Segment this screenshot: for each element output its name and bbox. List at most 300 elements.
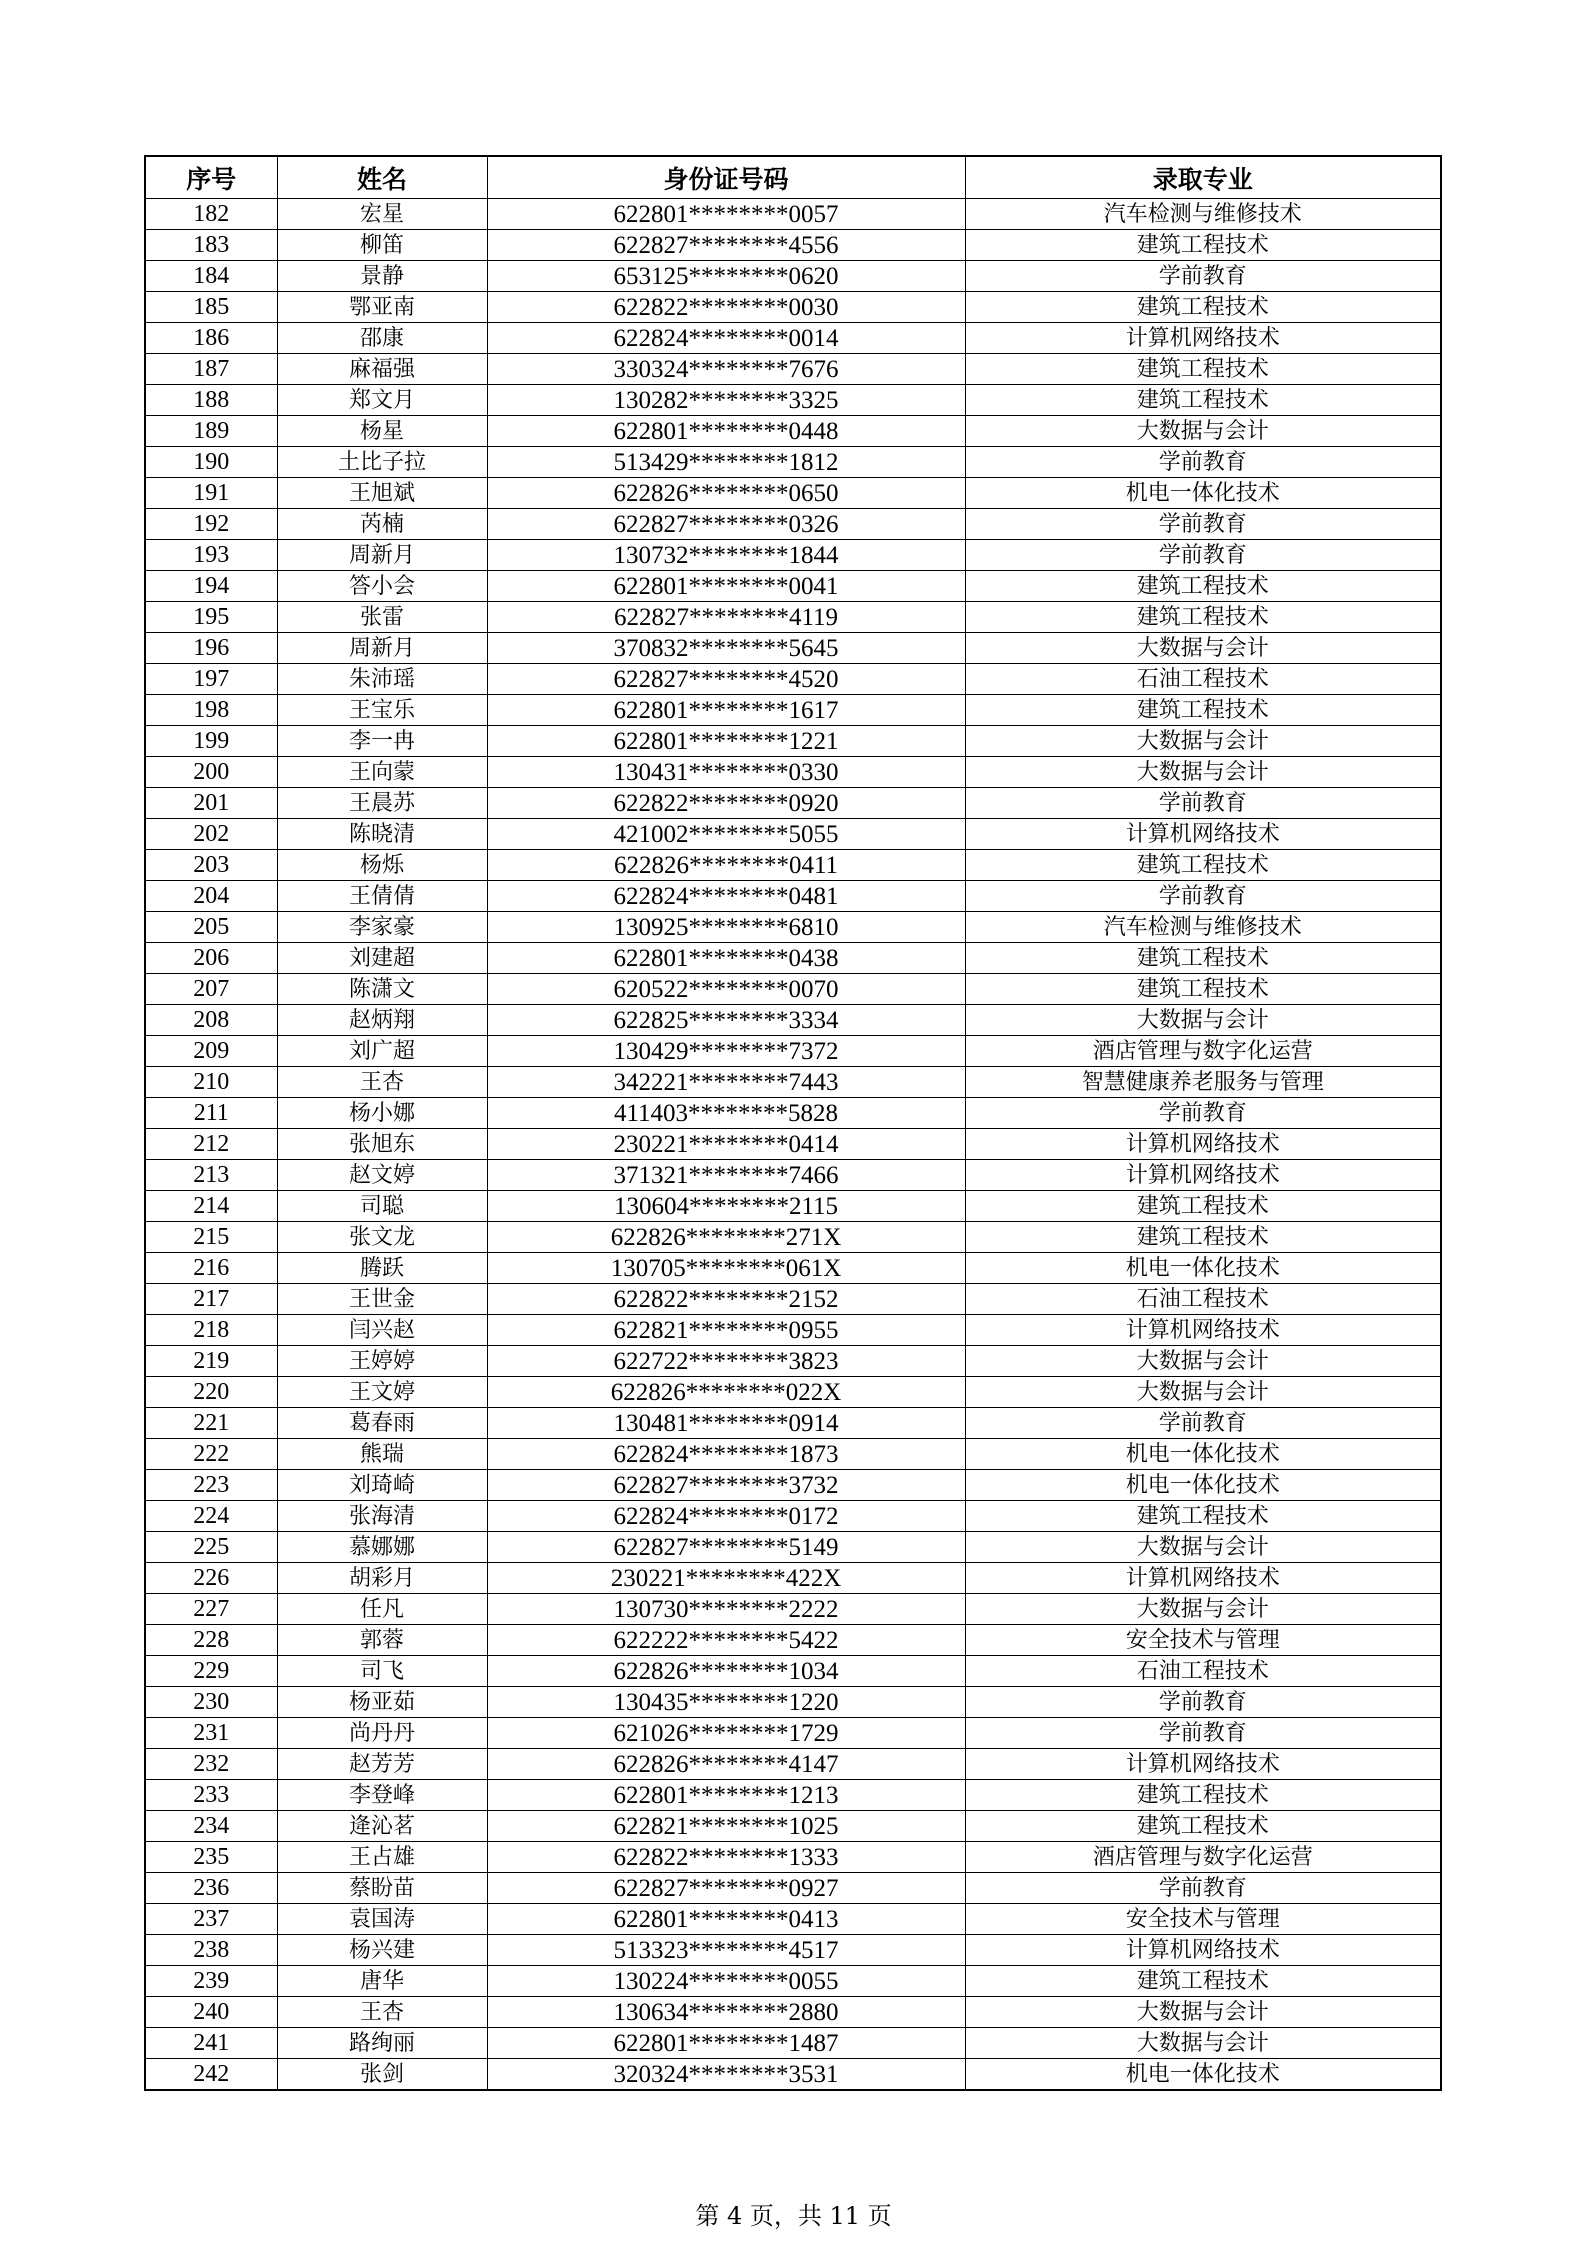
header-name: 姓名 <box>277 156 487 199</box>
cell-seq: 215 <box>145 1222 277 1253</box>
table-row <box>145 1935 1441 1966</box>
cell-seq: 190 <box>145 447 277 478</box>
cell-seq: 191 <box>145 478 277 509</box>
cell-seq: 233 <box>145 1780 277 1811</box>
cell-id-number: 130604********2115 <box>487 1191 965 1222</box>
cell-id-number: 371321********7466 <box>487 1160 965 1191</box>
cell-seq: 223 <box>145 1470 277 1501</box>
cell-major: 大数据与会计 <box>965 633 1441 664</box>
cell-id-number: 621026********1729 <box>487 1718 965 1749</box>
cell-seq: 219 <box>145 1346 277 1377</box>
cell-name: 唐华 <box>277 1966 487 1997</box>
cell-name: 麻福强 <box>277 354 487 385</box>
cell-seq: 187 <box>145 354 277 385</box>
cell-id-number: 622822********2152 <box>487 1284 965 1315</box>
cell-seq: 230 <box>145 1687 277 1718</box>
table-row <box>145 850 1441 881</box>
cell-name: 司飞 <box>277 1656 487 1687</box>
cell-seq: 227 <box>145 1594 277 1625</box>
cell-major: 建筑工程技术 <box>965 974 1441 1005</box>
admission-table <box>144 155 1442 2091</box>
cell-name: 杨烁 <box>277 850 487 881</box>
cell-major: 建筑工程技术 <box>965 602 1441 633</box>
table-row <box>145 1656 1441 1687</box>
cell-id-number: 622801********1487 <box>487 2028 965 2059</box>
table-row <box>145 261 1441 292</box>
cell-name: 朱沛瑶 <box>277 664 487 695</box>
table-row <box>145 1439 1441 1470</box>
table-row <box>145 1346 1441 1377</box>
cell-major: 学前教育 <box>965 1408 1441 1439</box>
table-row <box>145 447 1441 478</box>
cell-name: 赵芳芳 <box>277 1749 487 1780</box>
cell-id-number: 622801********1617 <box>487 695 965 726</box>
table-row <box>145 695 1441 726</box>
cell-id-number: 622801********0057 <box>487 199 965 230</box>
header-id-number: 身份证号码 <box>487 156 965 199</box>
cell-major: 石油工程技术 <box>965 664 1441 695</box>
cell-id-number: 622801********0413 <box>487 1904 965 1935</box>
cell-seq: 242 <box>145 2059 277 2091</box>
cell-name: 王旭斌 <box>277 478 487 509</box>
cell-major: 机电一体化技术 <box>965 1439 1441 1470</box>
cell-major: 建筑工程技术 <box>965 571 1441 602</box>
cell-major: 建筑工程技术 <box>965 1811 1441 1842</box>
cell-major: 学前教育 <box>965 540 1441 571</box>
cell-id-number: 622827********0326 <box>487 509 965 540</box>
cell-id-number: 370832********5645 <box>487 633 965 664</box>
cell-id-number: 622825********3334 <box>487 1005 965 1036</box>
cell-id-number: 622827********3732 <box>487 1470 965 1501</box>
table-row <box>145 416 1441 447</box>
cell-id-number: 330324********7676 <box>487 354 965 385</box>
cell-name: 熊瑞 <box>277 1439 487 1470</box>
cell-major: 学前教育 <box>965 1098 1441 1129</box>
cell-name: 陈潇文 <box>277 974 487 1005</box>
table-row <box>145 1067 1441 1098</box>
cell-id-number: 130732********1844 <box>487 540 965 571</box>
cell-seq: 201 <box>145 788 277 819</box>
cell-seq: 184 <box>145 261 277 292</box>
cell-seq: 194 <box>145 571 277 602</box>
cell-major: 建筑工程技术 <box>965 292 1441 323</box>
cell-major: 计算机网络技术 <box>965 1129 1441 1160</box>
cell-id-number: 622801********0448 <box>487 416 965 447</box>
cell-major: 计算机网络技术 <box>965 1563 1441 1594</box>
cell-seq: 224 <box>145 1501 277 1532</box>
table-row <box>145 478 1441 509</box>
cell-name: 刘琦崎 <box>277 1470 487 1501</box>
cell-major: 建筑工程技术 <box>965 943 1441 974</box>
table-row <box>145 1563 1441 1594</box>
table-row <box>145 974 1441 1005</box>
cell-major: 计算机网络技术 <box>965 819 1441 850</box>
cell-seq: 211 <box>145 1098 277 1129</box>
cell-name: 腾跃 <box>277 1253 487 1284</box>
table-row <box>145 1036 1441 1067</box>
cell-major: 学前教育 <box>965 1687 1441 1718</box>
table-row <box>145 1129 1441 1160</box>
cell-seq: 193 <box>145 540 277 571</box>
cell-name: 杨小娜 <box>277 1098 487 1129</box>
cell-major: 大数据与会计 <box>965 2028 1441 2059</box>
cell-seq: 203 <box>145 850 277 881</box>
cell-id-number: 622222********5422 <box>487 1625 965 1656</box>
cell-major: 大数据与会计 <box>965 726 1441 757</box>
table-row <box>145 726 1441 757</box>
cell-major: 大数据与会计 <box>965 1346 1441 1377</box>
cell-name: 李一冉 <box>277 726 487 757</box>
cell-name: 周新月 <box>277 540 487 571</box>
cell-name: 土比子拉 <box>277 447 487 478</box>
table-row <box>145 1687 1441 1718</box>
cell-name: 张雷 <box>277 602 487 633</box>
table-row <box>145 788 1441 819</box>
cell-name: 王文婷 <box>277 1377 487 1408</box>
table-header <box>145 156 1441 199</box>
cell-major: 计算机网络技术 <box>965 323 1441 354</box>
table-row <box>145 509 1441 540</box>
cell-seq: 214 <box>145 1191 277 1222</box>
cell-major: 计算机网络技术 <box>965 1749 1441 1780</box>
cell-name: 宏星 <box>277 199 487 230</box>
table-body <box>145 199 1441 2091</box>
cell-id-number: 513323********4517 <box>487 1935 965 1966</box>
cell-seq: 234 <box>145 1811 277 1842</box>
cell-major: 智慧健康养老服务与管理 <box>965 1067 1441 1098</box>
cell-name: 司聪 <box>277 1191 487 1222</box>
cell-id-number: 622801********1213 <box>487 1780 965 1811</box>
cell-name: 张海清 <box>277 1501 487 1532</box>
cell-seq: 239 <box>145 1966 277 1997</box>
cell-id-number: 230221********422X <box>487 1563 965 1594</box>
cell-id-number: 622801********0041 <box>487 571 965 602</box>
cell-name: 袁国涛 <box>277 1904 487 1935</box>
cell-major: 大数据与会计 <box>965 1997 1441 2028</box>
table-row <box>145 323 1441 354</box>
cell-major: 建筑工程技术 <box>965 1222 1441 1253</box>
cell-name: 王向蒙 <box>277 757 487 788</box>
table-row <box>145 2028 1441 2059</box>
table-row <box>145 1842 1441 1873</box>
cell-id-number: 622822********0920 <box>487 788 965 819</box>
table-row <box>145 230 1441 261</box>
table-row <box>145 602 1441 633</box>
cell-name: 杨兴建 <box>277 1935 487 1966</box>
cell-id-number: 411403********5828 <box>487 1098 965 1129</box>
table-row <box>145 912 1441 943</box>
cell-name: 陈晓清 <box>277 819 487 850</box>
cell-major: 计算机网络技术 <box>965 1160 1441 1191</box>
cell-name: 张旭东 <box>277 1129 487 1160</box>
table-row <box>145 943 1441 974</box>
cell-seq: 221 <box>145 1408 277 1439</box>
cell-name: 周新月 <box>277 633 487 664</box>
table-row <box>145 1222 1441 1253</box>
cell-id-number: 622722********3823 <box>487 1346 965 1377</box>
cell-id-number: 130431********0330 <box>487 757 965 788</box>
table-row <box>145 1315 1441 1346</box>
cell-id-number: 622827********4556 <box>487 230 965 261</box>
cell-seq: 225 <box>145 1532 277 1563</box>
cell-id-number: 622826********0411 <box>487 850 965 881</box>
cell-major: 安全技术与管理 <box>965 1625 1441 1656</box>
cell-major: 建筑工程技术 <box>965 1966 1441 1997</box>
table-row <box>145 1780 1441 1811</box>
table-row <box>145 1532 1441 1563</box>
cell-seq: 226 <box>145 1563 277 1594</box>
cell-id-number: 622822********0030 <box>487 292 965 323</box>
cell-major: 学前教育 <box>965 509 1441 540</box>
cell-major: 机电一体化技术 <box>965 1470 1441 1501</box>
cell-id-number: 130705********061X <box>487 1253 965 1284</box>
table-row <box>145 1749 1441 1780</box>
cell-seq: 192 <box>145 509 277 540</box>
cell-id-number: 130481********0914 <box>487 1408 965 1439</box>
cell-id-number: 622827********4119 <box>487 602 965 633</box>
cell-major: 机电一体化技术 <box>965 2059 1441 2091</box>
cell-major: 建筑工程技术 <box>965 354 1441 385</box>
cell-name: 邵康 <box>277 323 487 354</box>
cell-seq: 198 <box>145 695 277 726</box>
cell-id-number: 622826********022X <box>487 1377 965 1408</box>
cell-name: 王世金 <box>277 1284 487 1315</box>
cell-seq: 200 <box>145 757 277 788</box>
table-row <box>145 664 1441 695</box>
cell-name: 张文龙 <box>277 1222 487 1253</box>
table-row <box>145 1377 1441 1408</box>
cell-name: 胡彩月 <box>277 1563 487 1594</box>
table-row <box>145 757 1441 788</box>
cell-id-number: 622821********1025 <box>487 1811 965 1842</box>
table-row <box>145 354 1441 385</box>
table-row <box>145 540 1441 571</box>
cell-id-number: 130634********2880 <box>487 1997 965 2028</box>
cell-seq: 240 <box>145 1997 277 2028</box>
cell-name: 赵文婷 <box>277 1160 487 1191</box>
cell-major: 建筑工程技术 <box>965 1191 1441 1222</box>
cell-major: 石油工程技术 <box>965 1284 1441 1315</box>
cell-id-number: 513429********1812 <box>487 447 965 478</box>
cell-id-number: 622801********0438 <box>487 943 965 974</box>
cell-seq: 213 <box>145 1160 277 1191</box>
cell-name: 张剑 <box>277 2059 487 2091</box>
cell-seq: 232 <box>145 1749 277 1780</box>
cell-name: 李登峰 <box>277 1780 487 1811</box>
cell-major: 建筑工程技术 <box>965 695 1441 726</box>
cell-seq: 236 <box>145 1873 277 1904</box>
cell-id-number: 130730********2222 <box>487 1594 965 1625</box>
cell-seq: 195 <box>145 602 277 633</box>
cell-id-number: 622826********0650 <box>487 478 965 509</box>
cell-seq: 208 <box>145 1005 277 1036</box>
table-row <box>145 1098 1441 1129</box>
cell-id-number: 622824********0172 <box>487 1501 965 1532</box>
table-row <box>145 1904 1441 1935</box>
cell-name: 闫兴赵 <box>277 1315 487 1346</box>
table-row <box>145 633 1441 664</box>
cell-seq: 217 <box>145 1284 277 1315</box>
cell-name: 杨星 <box>277 416 487 447</box>
cell-seq: 205 <box>145 912 277 943</box>
cell-name: 王晨苏 <box>277 788 487 819</box>
cell-id-number: 230221********0414 <box>487 1129 965 1160</box>
table-row <box>145 1284 1441 1315</box>
table-row <box>145 1253 1441 1284</box>
cell-id-number: 622824********0014 <box>487 323 965 354</box>
cell-seq: 228 <box>145 1625 277 1656</box>
table-row <box>145 1005 1441 1036</box>
header-seq: 序号 <box>145 156 277 199</box>
cell-seq: 222 <box>145 1439 277 1470</box>
cell-major: 学前教育 <box>965 788 1441 819</box>
table-row <box>145 2059 1441 2091</box>
table-row <box>145 292 1441 323</box>
cell-name: 芮楠 <box>277 509 487 540</box>
cell-name: 葛春雨 <box>277 1408 487 1439</box>
cell-major: 汽车检测与维修技术 <box>965 912 1441 943</box>
cell-seq: 238 <box>145 1935 277 1966</box>
cell-name: 景静 <box>277 261 487 292</box>
cell-name: 王占雄 <box>277 1842 487 1873</box>
cell-major: 石油工程技术 <box>965 1656 1441 1687</box>
cell-id-number: 622827********0927 <box>487 1873 965 1904</box>
cell-major: 学前教育 <box>965 261 1441 292</box>
cell-id-number: 622826********271X <box>487 1222 965 1253</box>
cell-name: 王杏 <box>277 1067 487 1098</box>
cell-id-number: 622822********1333 <box>487 1842 965 1873</box>
cell-id-number: 421002********5055 <box>487 819 965 850</box>
cell-seq: 210 <box>145 1067 277 1098</box>
cell-seq: 231 <box>145 1718 277 1749</box>
cell-seq: 183 <box>145 230 277 261</box>
table-row <box>145 1718 1441 1749</box>
cell-id-number: 622827********5149 <box>487 1532 965 1563</box>
table-row <box>145 1625 1441 1656</box>
cell-major: 机电一体化技术 <box>965 478 1441 509</box>
cell-name: 赵炳翔 <box>277 1005 487 1036</box>
cell-seq: 186 <box>145 323 277 354</box>
cell-major: 建筑工程技术 <box>965 230 1441 261</box>
cell-seq: 202 <box>145 819 277 850</box>
cell-seq: 206 <box>145 943 277 974</box>
cell-seq: 196 <box>145 633 277 664</box>
cell-seq: 218 <box>145 1315 277 1346</box>
cell-seq: 199 <box>145 726 277 757</box>
cell-name: 路绚丽 <box>277 2028 487 2059</box>
cell-major: 学前教育 <box>965 1873 1441 1904</box>
cell-id-number: 130925********6810 <box>487 912 965 943</box>
cell-seq: 182 <box>145 199 277 230</box>
cell-major: 酒店管理与数字化运营 <box>965 1036 1441 1067</box>
cell-name: 郭蓉 <box>277 1625 487 1656</box>
table-row <box>145 1594 1441 1625</box>
cell-id-number: 622826********4147 <box>487 1749 965 1780</box>
cell-major: 机电一体化技术 <box>965 1253 1441 1284</box>
cell-name: 刘建超 <box>277 943 487 974</box>
cell-name: 郑文月 <box>277 385 487 416</box>
cell-name: 慕娜娜 <box>277 1532 487 1563</box>
cell-id-number: 130282********3325 <box>487 385 965 416</box>
cell-seq: 241 <box>145 2028 277 2059</box>
header-row <box>145 156 1441 199</box>
cell-major: 安全技术与管理 <box>965 1904 1441 1935</box>
cell-seq: 237 <box>145 1904 277 1935</box>
cell-seq: 209 <box>145 1036 277 1067</box>
cell-name: 李家豪 <box>277 912 487 943</box>
table-row <box>145 1501 1441 1532</box>
table-row <box>145 1160 1441 1191</box>
cell-id-number: 342221********7443 <box>487 1067 965 1098</box>
cell-seq: 212 <box>145 1129 277 1160</box>
cell-id-number: 320324********3531 <box>487 2059 965 2091</box>
cell-seq: 185 <box>145 292 277 323</box>
cell-seq: 188 <box>145 385 277 416</box>
cell-name: 蔡盼苗 <box>277 1873 487 1904</box>
cell-major: 大数据与会计 <box>965 416 1441 447</box>
cell-id-number: 130429********7372 <box>487 1036 965 1067</box>
cell-major: 计算机网络技术 <box>965 1315 1441 1346</box>
table-row <box>145 1966 1441 1997</box>
cell-major: 大数据与会计 <box>965 1594 1441 1625</box>
cell-name: 鄂亚南 <box>277 292 487 323</box>
cell-name: 刘广超 <box>277 1036 487 1067</box>
cell-seq: 220 <box>145 1377 277 1408</box>
cell-name: 逄沁茗 <box>277 1811 487 1842</box>
cell-major: 建筑工程技术 <box>965 1780 1441 1811</box>
cell-id-number: 622824********0481 <box>487 881 965 912</box>
cell-major: 大数据与会计 <box>965 1532 1441 1563</box>
table-row <box>145 1191 1441 1222</box>
cell-seq: 197 <box>145 664 277 695</box>
cell-major: 建筑工程技术 <box>965 1501 1441 1532</box>
cell-seq: 204 <box>145 881 277 912</box>
cell-major: 汽车检测与维修技术 <box>965 199 1441 230</box>
table-row <box>145 1470 1441 1501</box>
cell-name: 答小会 <box>277 571 487 602</box>
cell-name: 王宝乐 <box>277 695 487 726</box>
cell-id-number: 130224********0055 <box>487 1966 965 1997</box>
table-row <box>145 1811 1441 1842</box>
cell-name: 任凡 <box>277 1594 487 1625</box>
cell-name: 尚丹丹 <box>277 1718 487 1749</box>
cell-major: 大数据与会计 <box>965 1377 1441 1408</box>
table-row <box>145 819 1441 850</box>
cell-name: 王倩倩 <box>277 881 487 912</box>
cell-id-number: 622824********1873 <box>487 1439 965 1470</box>
cell-major: 学前教育 <box>965 881 1441 912</box>
cell-major: 建筑工程技术 <box>965 850 1441 881</box>
cell-major: 学前教育 <box>965 1718 1441 1749</box>
cell-id-number: 622827********4520 <box>487 664 965 695</box>
cell-name: 柳笛 <box>277 230 487 261</box>
cell-major: 计算机网络技术 <box>965 1935 1441 1966</box>
cell-name: 王婷婷 <box>277 1346 487 1377</box>
table-row <box>145 385 1441 416</box>
table-row <box>145 1873 1441 1904</box>
cell-major: 酒店管理与数字化运营 <box>965 1842 1441 1873</box>
table-row <box>145 881 1441 912</box>
cell-seq: 207 <box>145 974 277 1005</box>
cell-id-number: 622801********1221 <box>487 726 965 757</box>
table-row <box>145 199 1441 230</box>
cell-major: 大数据与会计 <box>965 757 1441 788</box>
cell-id-number: 622826********1034 <box>487 1656 965 1687</box>
cell-major: 学前教育 <box>965 447 1441 478</box>
cell-id-number: 620522********0070 <box>487 974 965 1005</box>
cell-seq: 216 <box>145 1253 277 1284</box>
cell-seq: 235 <box>145 1842 277 1873</box>
